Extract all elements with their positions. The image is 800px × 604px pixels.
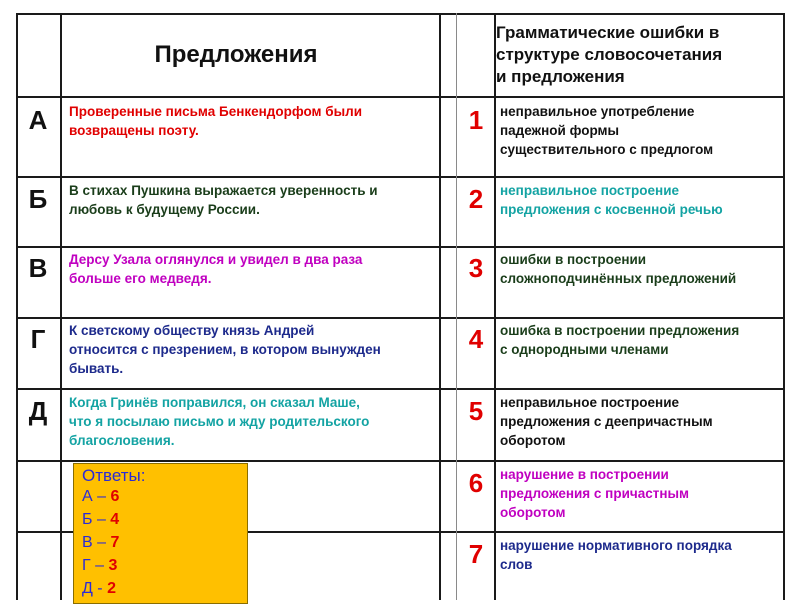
- error-description: [500, 393, 782, 450]
- row-divider: [16, 317, 785, 319]
- error-number: 5: [468, 396, 484, 426]
- answer-dash: –: [90, 557, 109, 574]
- sentence-line: В стихах Пушкина выражается уверенность и: [69, 183, 378, 198]
- error-description: [500, 321, 782, 359]
- column-divider-thin: [456, 13, 457, 600]
- error-line: нарушение нормативного порядка: [500, 538, 732, 553]
- answer-number: 4: [110, 511, 120, 528]
- answer-number: 6: [110, 488, 120, 505]
- answers-title: Ответы:: [82, 466, 146, 485]
- sentence-text: [69, 393, 439, 450]
- answer-letter: Д: [82, 580, 93, 597]
- answer-dash: -: [92, 580, 108, 597]
- error-description: [500, 536, 782, 574]
- error-line: существительного с предлогом: [500, 142, 714, 157]
- sentence-line: Проверенные письма Бенкендорфом были: [69, 104, 363, 119]
- sentence-text: [69, 181, 439, 219]
- answer-number: 7: [110, 534, 120, 551]
- error-description: [500, 465, 782, 522]
- error-line: неправильное построение: [500, 395, 680, 410]
- answer-number: 2: [107, 580, 116, 597]
- answer-dash: –: [92, 488, 111, 505]
- error-line: неправильное употребление: [500, 104, 695, 119]
- row-divider: [16, 96, 785, 98]
- column-divider: [494, 13, 496, 600]
- answer-item: [82, 531, 247, 554]
- sentence-line: Когда Гринёв поправился, он сказал Маше,: [69, 395, 360, 410]
- column-divider: [439, 13, 441, 600]
- sentence-text: [69, 250, 439, 288]
- answer-item: [82, 485, 247, 508]
- row-letter: Д: [28, 396, 48, 426]
- header-errors-line: и предложения: [496, 67, 625, 86]
- answer-number: 3: [108, 557, 118, 574]
- row-letter: Б: [28, 184, 48, 214]
- sentence-line: К светскому обществу князь Андрей: [69, 323, 315, 338]
- sentence-line: относится с презрением, в котором вынужден: [69, 342, 381, 357]
- sentence-line: возвращены поэту.: [69, 123, 199, 138]
- answer-item: [82, 508, 247, 531]
- table-border-top: [16, 13, 785, 15]
- answer-item: [82, 554, 247, 577]
- table-border-right: [783, 13, 785, 600]
- error-number: 2: [468, 184, 484, 214]
- sentence-line: что я посылаю письмо и жду родительского: [69, 414, 370, 429]
- answers-box: [73, 463, 248, 604]
- row-letter: Г: [30, 324, 46, 354]
- error-number: 6: [468, 468, 484, 498]
- error-line: предложения с косвенной речью: [500, 202, 723, 217]
- error-line: ошибка в построении предложения: [500, 323, 740, 338]
- answer-dash: –: [92, 534, 111, 551]
- header-errors-line: Грамматические ошибки в: [496, 23, 720, 42]
- answer-dash: –: [92, 511, 111, 528]
- row-letter: В: [28, 253, 48, 283]
- header-errors: [496, 22, 781, 88]
- error-line: ошибки в построении: [500, 252, 647, 267]
- sentence-line: больше его медведя.: [69, 271, 212, 286]
- error-line: падежной формы: [500, 123, 620, 138]
- answer-letter: Б: [82, 511, 93, 528]
- column-divider: [60, 13, 62, 600]
- error-line: неправильное построение: [500, 183, 680, 198]
- error-description: [500, 102, 782, 159]
- error-line: нарушение в построении: [500, 467, 669, 482]
- error-line: оборотом: [500, 505, 566, 520]
- table-border-left: [16, 13, 18, 600]
- error-number: 3: [468, 253, 484, 283]
- answer-letter: А: [82, 488, 93, 505]
- sentence-line: Дерсу Узала оглянулся и увидел в два раза: [69, 252, 363, 267]
- error-line: слов: [500, 557, 533, 572]
- row-divider: [16, 176, 785, 178]
- error-line: оборотом: [500, 433, 566, 448]
- row-divider: [16, 246, 785, 248]
- row-divider: [16, 460, 785, 462]
- error-description: [500, 181, 782, 219]
- error-number: 1: [468, 105, 484, 135]
- header-errors-line: структуре словосочетания: [496, 45, 723, 64]
- sentence-text: [69, 102, 439, 140]
- sentence-text: [69, 321, 439, 378]
- row-divider: [16, 388, 785, 390]
- sentence-line: благословения.: [69, 433, 175, 448]
- grammar-errors-table: [16, 13, 785, 600]
- error-line: предложения с причастным: [500, 486, 690, 501]
- header-sentences: Предложения: [154, 41, 318, 68]
- error-line: предложения с деепричастным: [500, 414, 713, 429]
- answer-letter: В: [82, 534, 93, 551]
- error-number: 7: [468, 539, 484, 569]
- sentence-line: бывать.: [69, 361, 124, 376]
- answer-letter: Г: [82, 557, 91, 574]
- answer-item: [82, 577, 247, 600]
- error-line: с однородными членами: [500, 342, 669, 357]
- error-line: сложноподчинённых предложений: [500, 271, 737, 286]
- sentence-line: любовь к будущему России.: [69, 202, 260, 217]
- row-letter: А: [28, 105, 48, 135]
- error-description: [500, 250, 782, 288]
- error-number: 4: [468, 324, 484, 354]
